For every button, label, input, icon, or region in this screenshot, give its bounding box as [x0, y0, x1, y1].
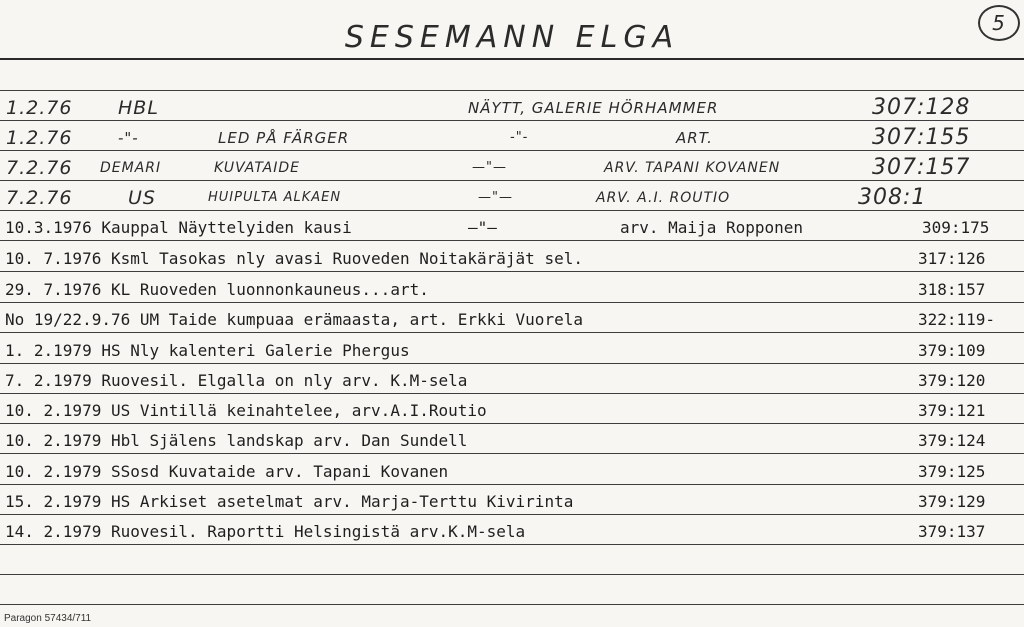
- entry-text: 29. 7.1976 KL Ruoveden luonnonkauneus...art.: [5, 280, 429, 299]
- ruled-line: [0, 544, 1024, 545]
- page-number-circle: 5: [978, 5, 1020, 41]
- entry-title: HUIPULTA ALKAEN: [208, 190, 342, 205]
- entry-source: DEMARI: [100, 160, 162, 176]
- card-entry-typed: [0, 460, 1024, 484]
- entry-reference: 318:157: [918, 280, 986, 299]
- ruled-line: [0, 120, 1024, 121]
- ruled-line: [0, 210, 1024, 211]
- entry-ditto-mark: —"—: [468, 218, 497, 237]
- card-entry-typed: [0, 278, 1024, 302]
- ruled-line: [0, 574, 1024, 575]
- entry-reference: 379:124: [918, 431, 986, 450]
- entry-date: 7.2.76: [6, 157, 73, 179]
- entry-reference: 307:155: [872, 125, 971, 150]
- entry-text: 10. 7.1976 Ksml Tasokas nly avasi Ruoveden Noitakäräjät sel.: [5, 249, 583, 268]
- entry-reference: 307:157: [872, 155, 971, 180]
- card-entry-typed: [0, 520, 1024, 544]
- card-entry-typed: [0, 339, 1024, 363]
- entry-date: 1.2.76: [6, 97, 73, 119]
- ruled-line: [0, 332, 1024, 333]
- entry-note: NÄYTT, GALERIE HÖRHAMMER: [468, 99, 719, 117]
- entry-source: -"-: [118, 129, 139, 147]
- entry-title: LED PÅ FÄRGER: [218, 129, 350, 147]
- entry-text: 10. 2.1979 Hbl Själens landskap arv. Dan Sundell: [5, 431, 468, 450]
- card-title: SESEMANN ELGA: [344, 20, 680, 55]
- entry-text: No 19/22.9.76 UM Taide kumpuaa erämaasta, art. Erkki Vuorela: [5, 310, 583, 329]
- entry-ditto-mark: —"—: [472, 160, 507, 175]
- entry-note: ARV. TAPANI KOVANEN: [604, 160, 781, 176]
- entry-reference: 379:125: [918, 462, 986, 481]
- card-entry-typed: [0, 247, 1024, 271]
- entry-reference: 317:126: [918, 249, 986, 268]
- card-entry-typed: [0, 308, 1024, 332]
- entry-text: 10.3.1976 Kauppal Näyttelyiden kausi: [5, 218, 352, 237]
- entry-ditto-mark: -"-: [510, 130, 529, 145]
- card-entry-handwritten: [0, 186, 1024, 210]
- ruled-line: [0, 240, 1024, 241]
- ruled-line: [0, 453, 1024, 454]
- entry-title: KUVATAIDE: [214, 160, 300, 176]
- entry-reference: 379:121: [918, 401, 986, 420]
- ruled-line: [0, 302, 1024, 303]
- ruled-line: [0, 604, 1024, 605]
- card-entry-handwritten: [0, 96, 1024, 120]
- entry-text: 15. 2.1979 HS Arkiset asetelmat arv. Marja-Terttu Kivirinta: [5, 492, 574, 511]
- ruled-line: [0, 514, 1024, 515]
- ruled-line: [0, 393, 1024, 394]
- card-entry-handwritten: [0, 156, 1024, 180]
- card-entry-typed: [0, 490, 1024, 514]
- entry-reference: 308:1: [858, 185, 927, 210]
- entry-reference: 309:175: [922, 218, 990, 237]
- entry-reference: 379:109: [918, 341, 986, 360]
- entry-source: US: [128, 187, 156, 209]
- card-entry-typed: [0, 399, 1024, 423]
- entry-reference: 379:129: [918, 492, 986, 511]
- header-rule: [0, 58, 1024, 60]
- card-entry-handwritten: [0, 126, 1024, 150]
- card-footer-imprint: Paragon 57434/711: [4, 613, 92, 624]
- entry-reference: 379:137: [918, 522, 986, 541]
- ruled-line: [0, 363, 1024, 364]
- card-entry-typed: [0, 429, 1024, 453]
- entry-reference: 322:119-: [918, 310, 996, 329]
- entry-text: 10. 2.1979 SSosd Kuvataide arv. Tapani Kovanen: [5, 462, 449, 481]
- entry-text: 14. 2.1979 Ruovesil. Raportti Helsingistä arv.K.M-sela: [5, 522, 526, 541]
- entry-date: 7.2.76: [6, 187, 73, 209]
- card-entry-typed: [0, 216, 1024, 240]
- ruled-line: [0, 271, 1024, 272]
- ruled-line: [0, 90, 1024, 91]
- entry-date: 1.2.76: [6, 127, 73, 149]
- entry-reference: 379:120: [918, 371, 986, 390]
- entry-source: HBL: [118, 97, 159, 119]
- entry-reference: 307:128: [872, 95, 971, 120]
- entry-text: 7. 2.1979 Ruovesil. Elgalla on nly arv. K.M-sela: [5, 371, 468, 390]
- entry-ditto-mark: —"—: [478, 190, 513, 205]
- entry-text: 10. 2.1979 US Vintillä keinahtelee, arv.A.I.Routio: [5, 401, 487, 420]
- card-entry-typed: [0, 369, 1024, 393]
- entry-note: ARV. A.I. ROUTIO: [596, 190, 731, 206]
- entry-note: ART.: [676, 129, 713, 147]
- ruled-line: [0, 150, 1024, 151]
- ruled-line: [0, 423, 1024, 424]
- ruled-line: [0, 180, 1024, 181]
- ruled-line: [0, 484, 1024, 485]
- entry-text: 1. 2.1979 HS Nly kalenteri Galerie Phergus: [5, 341, 410, 360]
- entry-note: arv. Maija Ropponen: [620, 218, 804, 237]
